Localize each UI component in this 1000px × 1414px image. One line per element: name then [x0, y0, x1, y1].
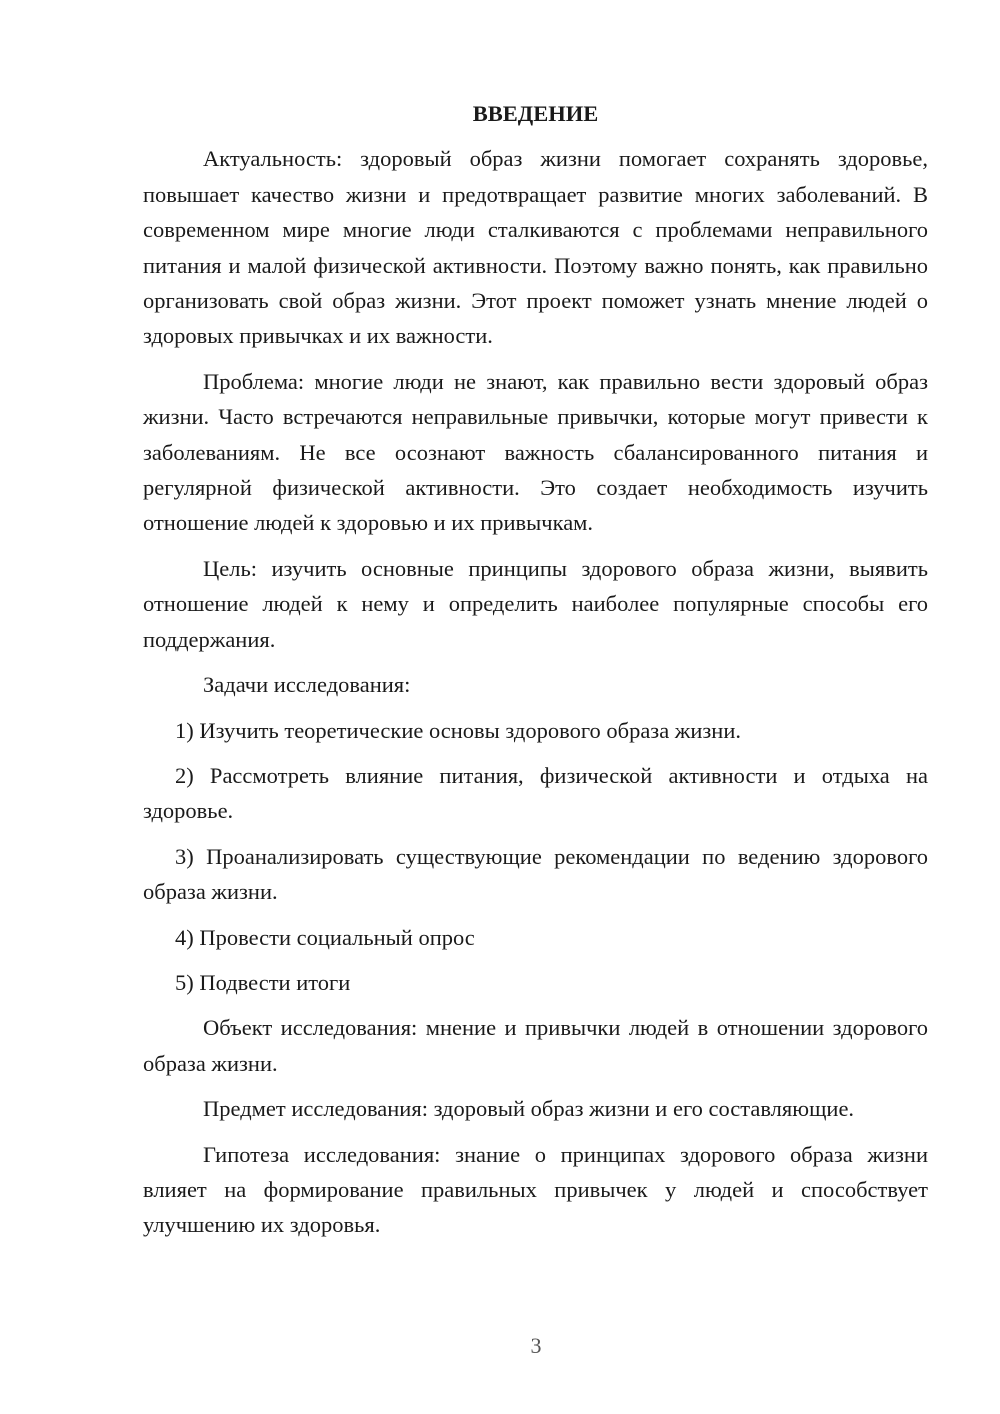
document-body	[143, 96, 928, 1253]
section-title: ВВЕДЕНИЕ	[472, 101, 599, 126]
task-item-2: 2) Рассмотреть влияние питания, физической активности и отдыха на здоровье.	[143, 762, 928, 824]
tasks-heading: Задачи исследования:	[203, 672, 411, 698]
page-number: 3	[530, 1333, 542, 1358]
problem-paragraph: Проблема: многие люди не знают, как правильно вести здоровый образ жизни. Часто встречаются неправильные привычки, которые могут привести к заболеваниям. Не все осознают важность сбалансированного питания и регулярной физической активности. Это создает необходимость изучить отношение людей к здоровью и их привычкам.	[143, 368, 928, 536]
task-item-5: 5) Подвести итоги	[175, 969, 351, 995]
relevance-paragraph: Актуальность: здоровый образ жизни помогает сохранять здоровье, повышает качество жизни и предотвращает развитие многих заболеваний. В современном мире многие люди сталкиваются с проблемами неправильного питания и малой физической активности. Поэтому важно понять, как правильно организовать свой образ жизни. Этот проект поможет узнать мнение людей о здоровых привычках и их важности.	[143, 146, 928, 349]
task-item-4: 4) Провести социальный опрос	[175, 924, 475, 950]
subject-paragraph: Предмет исследования: здоровый образ жизни и его составляющие.	[203, 1096, 855, 1122]
object-paragraph: Объект исследования: мнение и привычки людей в отношении здорового образа жизни.	[143, 1015, 928, 1076]
task-item-3: 3) Проанализировать существующие рекомендации по ведению здорового образа жизни.	[143, 843, 928, 905]
hypothesis-paragraph: Гипотеза исследования: знание о принципах здорового образа жизни влияет на формирование правильных привычек у людей и способствует улучшению их здоровья.	[143, 1141, 928, 1238]
task-item-1: 1) Изучить теоретические основы здорового образа жизни.	[175, 717, 741, 743]
goal-paragraph: Цель: изучить основные принципы здорового образа жизни, выявить отношение людей к нему и определить наиболее популярные способы его поддержания.	[143, 555, 928, 652]
